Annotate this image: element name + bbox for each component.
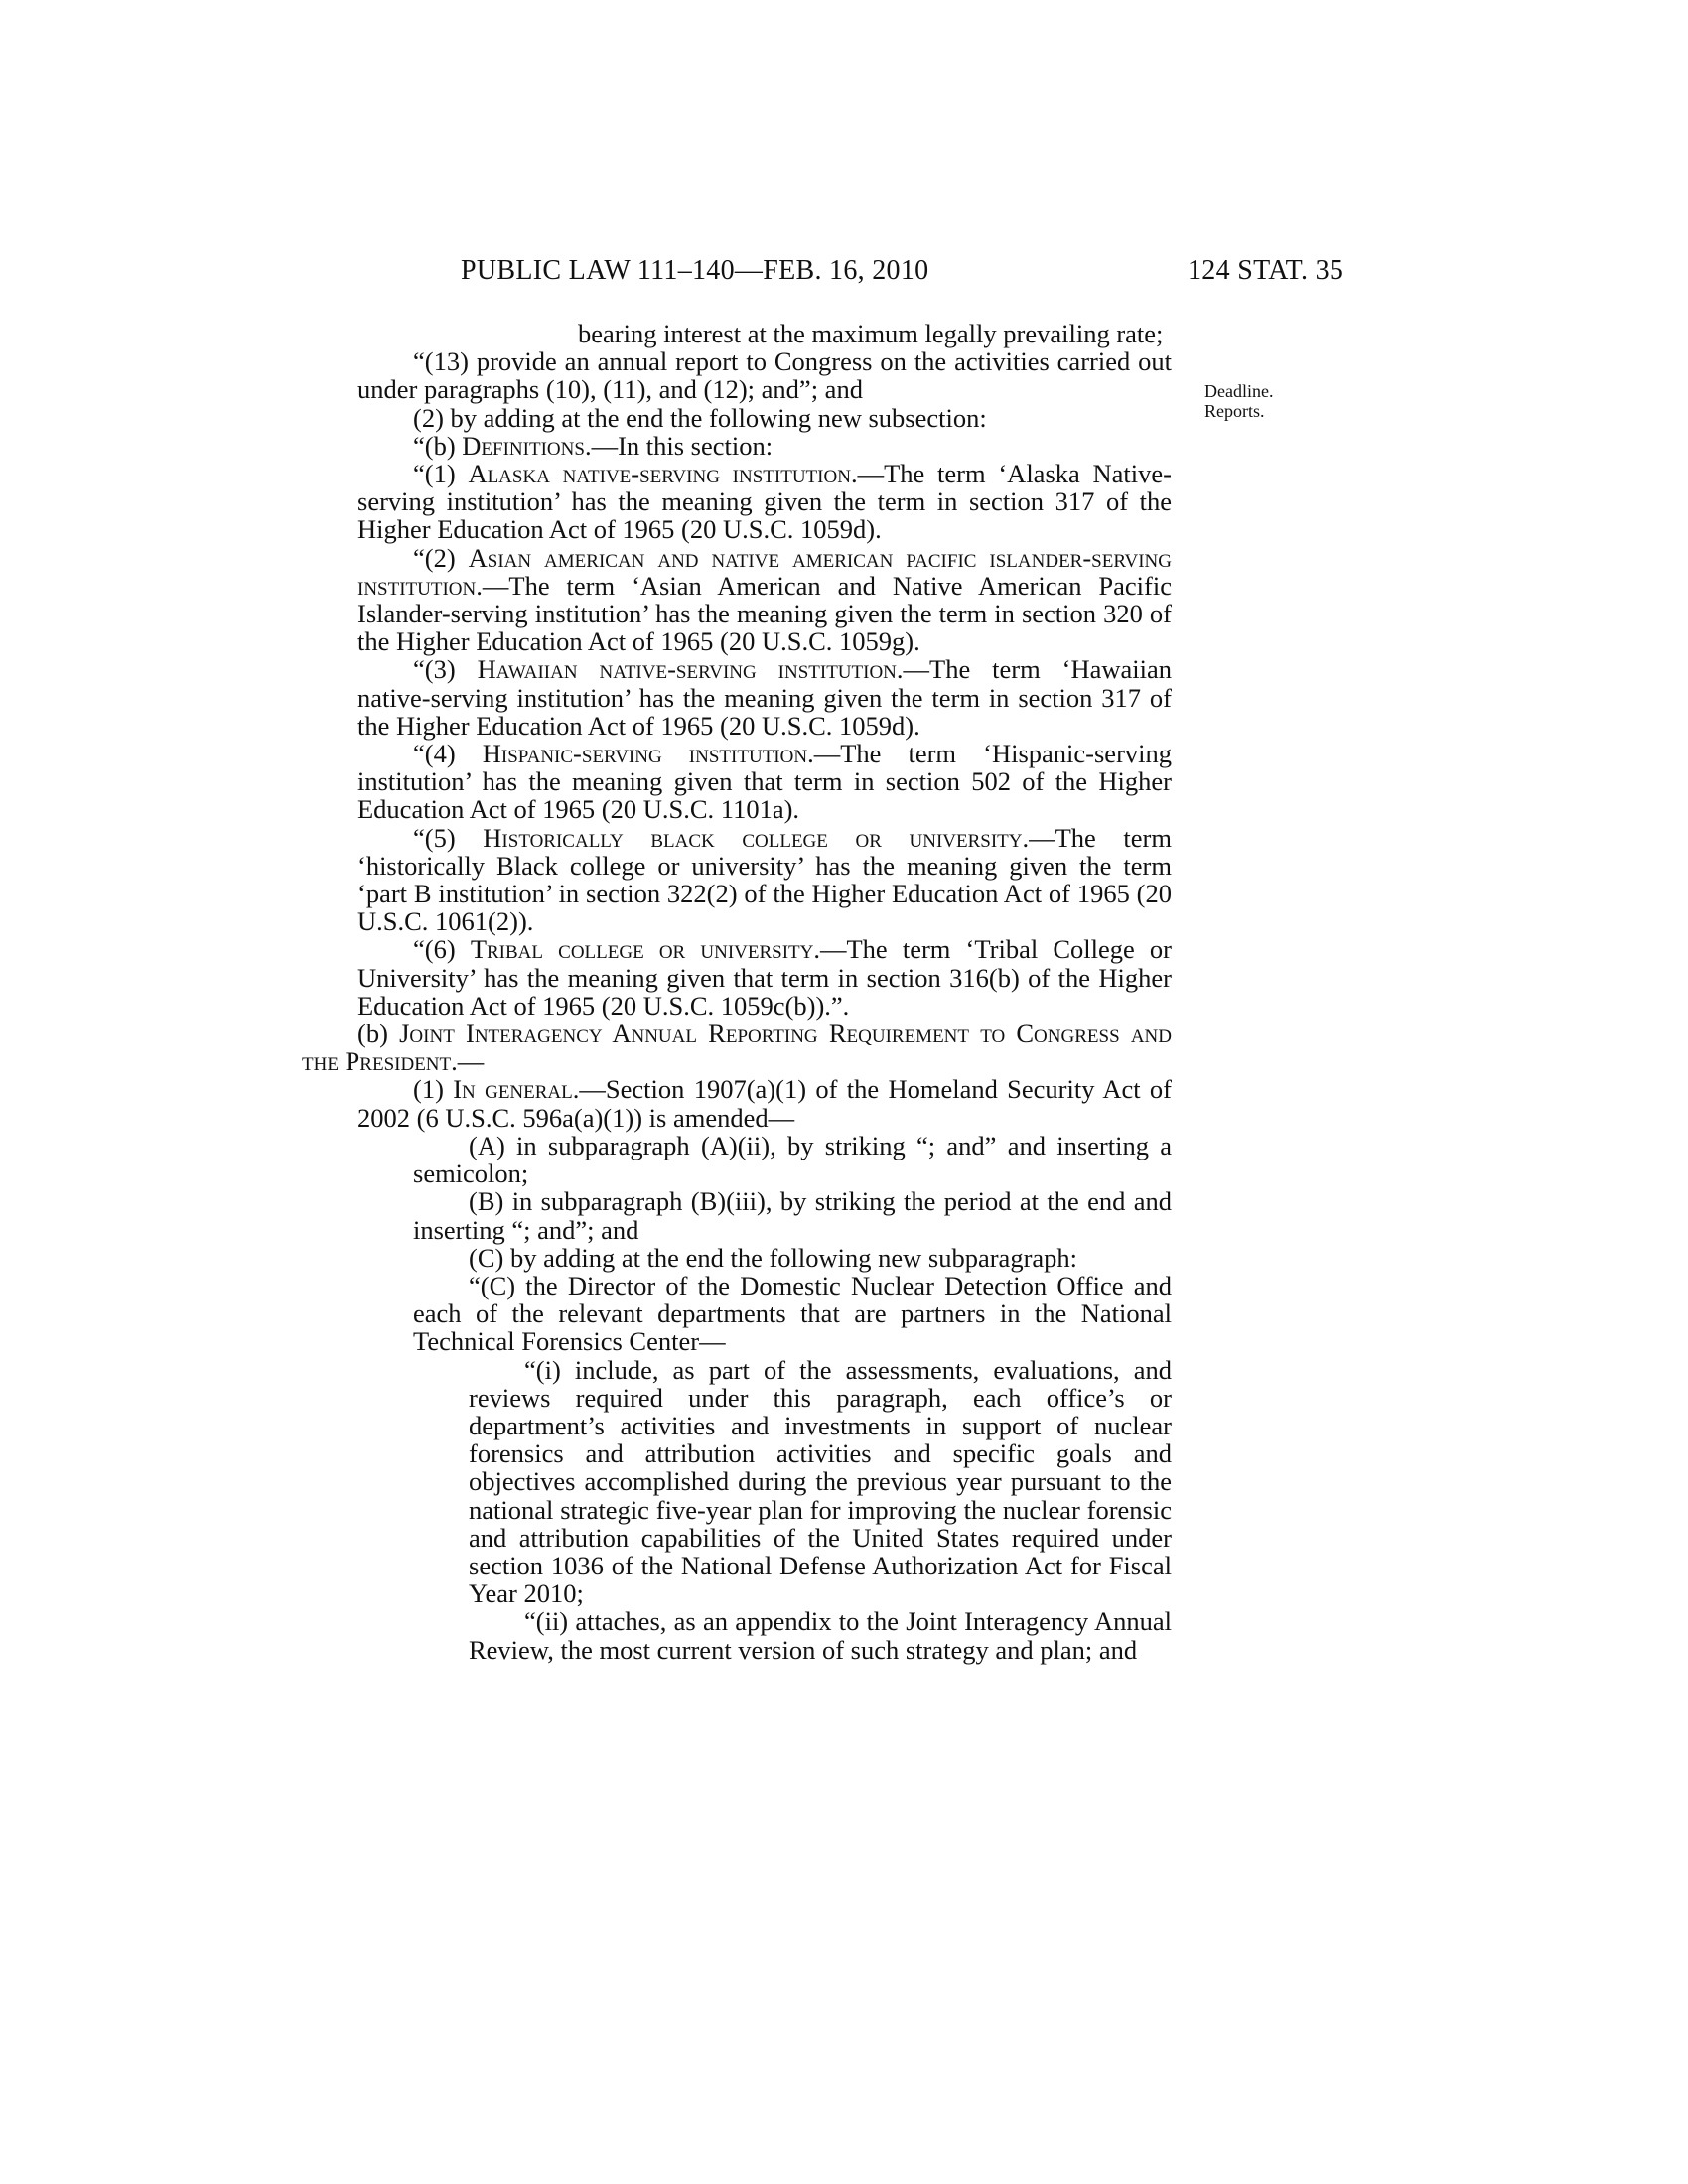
subsection-text: .—In this section: bbox=[584, 430, 774, 461]
definition-2 bbox=[357, 544, 1172, 656]
text-continuation: bearing interest at the maximum legally prevailing rate; bbox=[578, 319, 1164, 348]
clause-ii bbox=[469, 1607, 1172, 1663]
clause-text: “(i) include, as part of the assessments, evaluations, and reviews required under this paragraph, each office’s or department’s activities and investments in support of nuclear forensics and attribution activities and specific goals and objectives accomplished during the previous year pursuant to the national strategic five-year plan for improving the nuclear forensic and attribution capabilities of the United States required under section 1036 of the National Defense Authorization Act for Fiscal Year 2010; bbox=[469, 1354, 1172, 1609]
definition-prefix: “(3) bbox=[413, 654, 478, 685]
definition-heading: Historically black college or university bbox=[483, 822, 1023, 853]
subsection-b-joint-reporting bbox=[302, 1020, 1172, 1075]
definition-text: .—The term ‘Hispanic-serving institution’ has the meaning given that term in section 502 of the Higher Education Act of 1965 (20 U.S.C. 1101a). bbox=[357, 739, 1173, 825]
subsection-heading: Definitions bbox=[462, 430, 585, 461]
subparagraph-text: (C) by adding at the end the following new subparagraph: bbox=[469, 1242, 1078, 1273]
paragraph-text: .—Section 1907(a)(1) of the Homeland Security Act of 2002 (6 U.S.C. 596a(a)(1)) is amended— bbox=[357, 1074, 1172, 1133]
definition-heading: Asian american and native american pacific islander-serving institution bbox=[357, 542, 1172, 601]
clause-text: “(ii) attaches, as an appendix to the Joint Interagency Annual Review, the most current version of such strategy and plan; and bbox=[469, 1606, 1172, 1665]
subparagraph-C bbox=[413, 1244, 1172, 1272]
subparagraph-A bbox=[413, 1132, 1172, 1187]
subsection-prefix: (b) bbox=[357, 1019, 400, 1049]
paragraph-13 bbox=[357, 347, 1172, 403]
paragraph-continuation bbox=[578, 320, 1172, 347]
definition-prefix: “(4) bbox=[413, 739, 483, 769]
inserted-subparagraph-C bbox=[413, 1272, 1172, 1356]
paragraph-heading: In general bbox=[453, 1074, 573, 1105]
subparagraph-text: (A) in subparagraph (A)(ii), by striking “; and” and inserting a semicolon; bbox=[413, 1130, 1172, 1189]
text-paragraph-13: “(13) provide an annual report to Congress on the activities carried out under paragraphs (10), (11), and (12); and”; and bbox=[357, 346, 1172, 405]
subparagraph-B bbox=[413, 1187, 1172, 1243]
definition-prefix: “(6) bbox=[413, 934, 471, 965]
definition-text: .—The term ‘Hawaiian native-serving institution’ has the meaning given the term in section 317 of the Higher Education Act of 1965 (20 U.S.C. 1059d). bbox=[357, 654, 1172, 741]
subsection-heading: Joint Interagency Annual Reporting Requirement to Congress and the President bbox=[302, 1019, 1172, 1077]
body-text bbox=[302, 319, 1173, 1665]
definition-text: .—The term ‘Tribal College or University’ has the meaning given that term in section 316(b) of the Higher Education Act of 1965 (20 U.S.C. 1059c(b)).”. bbox=[357, 934, 1172, 1021]
definition-heading: Hawaiian native-serving institution bbox=[477, 654, 897, 685]
subsection-b-definitions bbox=[357, 432, 1172, 460]
definition-text: .—The term ‘Alaska Native-serving institution’ has the meaning given the term in section 317 of the Higher Education Act of 1965 (20 U.S.C. 1059d). bbox=[357, 459, 1172, 545]
definition-5 bbox=[357, 824, 1172, 936]
paragraph-2-adding bbox=[357, 404, 1172, 432]
paragraph-1-in-general bbox=[357, 1075, 1172, 1131]
definition-3 bbox=[357, 655, 1172, 740]
definition-text: .—The term ‘Asian American and Native American Pacific Islander-serving institution’ has the meaning given the term in section 320 of the Higher Education Act of 1965 (20 U.S.C. 1059g). bbox=[357, 570, 1172, 657]
definition-heading: Hispanic-serving institution bbox=[482, 739, 808, 769]
subparagraph-text: (B) in subparagraph (B)(iii), by striking the period at the end and inserting “; and”; and bbox=[413, 1186, 1172, 1245]
running-header-title: PUBLIC LAW 111–140—FEB. 16, 2010 bbox=[461, 255, 929, 286]
definition-4 bbox=[357, 740, 1172, 824]
inserted-subparagraph-text: “(C) the Director of the Domestic Nuclear Detection Office and each of the relevant departments that are partners in the National Technical Forensics Center— bbox=[413, 1270, 1172, 1357]
definition-text: .—The term ‘historically Black college or university’ has the meaning given the term ‘part B institution’ in section 322(2) of the Higher Education Act of 1965 (20 U.S.C. 1061(2)). bbox=[357, 822, 1172, 937]
running-header-stat: 124 STAT. 35 bbox=[1188, 255, 1344, 286]
definition-heading: Alaska native-serving institution bbox=[468, 459, 851, 489]
definition-prefix: “(2) bbox=[413, 542, 469, 573]
definition-prefix: “(1) bbox=[413, 459, 469, 489]
margin-note-deadline: Deadline. bbox=[1204, 381, 1274, 401]
definition-6 bbox=[357, 935, 1172, 1020]
clause-i bbox=[469, 1356, 1172, 1608]
margin-note-reports: Reports. bbox=[1204, 401, 1265, 421]
definition-1 bbox=[357, 460, 1172, 544]
definition-heading: Tribal college or university bbox=[470, 934, 814, 965]
definition-prefix: “(5) bbox=[413, 822, 484, 853]
paragraph-prefix: (1) bbox=[413, 1074, 454, 1105]
subsection-prefix: “(b) bbox=[413, 430, 463, 461]
text-paragraph-2: (2) by adding at the end the following new subsection: bbox=[413, 402, 987, 433]
subsection-text: .— bbox=[451, 1046, 485, 1077]
